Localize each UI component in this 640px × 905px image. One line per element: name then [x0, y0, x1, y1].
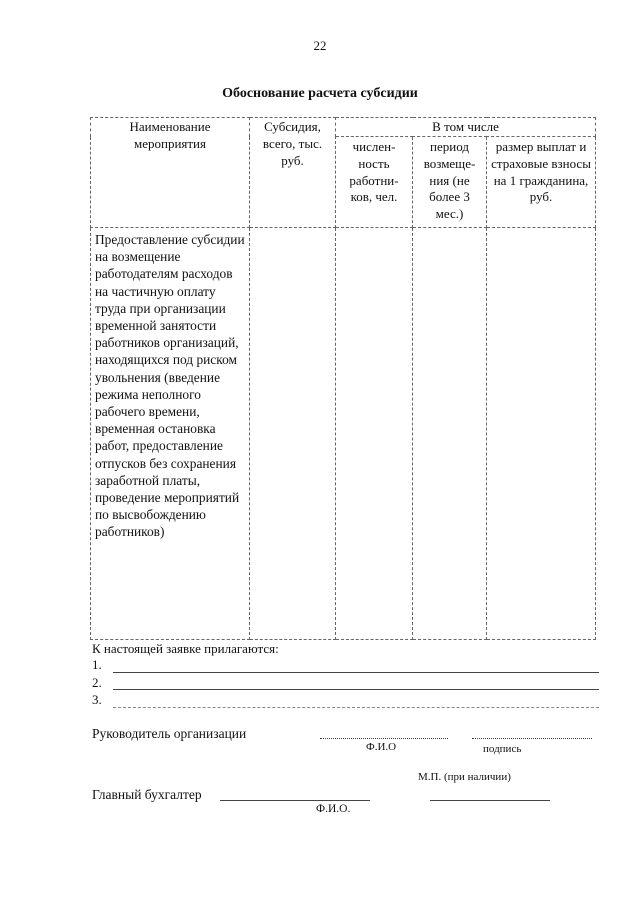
attachment-line-1[interactable]: [113, 672, 599, 673]
table-header-row: [91, 118, 596, 137]
attachments-intro: К настоящей заявке прилагаются:: [92, 641, 279, 656]
row-description: Предоставление субсидии на возмещение работодателям расходов на частичную оплату труда при организации временной занятости работников организаций, находящихся под риском увольнения (введение режима неполного рабочего времени, временная остановка работ, предоставление отпусков без сохранения заработной платы, проведение мероприятий по высвобождению работников): [91, 228, 250, 640]
header-name: Наименование мероприятия: [91, 118, 250, 228]
signature-caption: подпись: [483, 743, 522, 755]
header-payment: размер выплат и страховые взносы на 1 гражданина, руб.: [487, 137, 596, 228]
accountant-signature-line[interactable]: [430, 800, 550, 801]
header-group: В том числе: [336, 118, 596, 137]
accountant-fio-caption: Ф.И.О.: [316, 803, 351, 815]
chief-accountant-label: Главный бухгалтер: [92, 787, 202, 802]
accountant-fio-line[interactable]: [220, 800, 370, 801]
header-subsidy: Субсидия, всего, тыс. руб.: [250, 118, 336, 228]
document-title: Обоснование расчета субсидии: [222, 86, 418, 101]
cell-count[interactable]: [336, 228, 413, 640]
cell-period[interactable]: [413, 228, 487, 640]
attachment-number-1: 1.: [92, 657, 102, 672]
cell-payment[interactable]: [487, 228, 596, 640]
attachment-number-2: 2.: [92, 675, 102, 690]
head-of-organization-label: Руководитель организации: [92, 726, 247, 741]
fio-caption: Ф.И.О: [366, 741, 397, 753]
header-count: числен-ность работни-ков, чел.: [336, 137, 413, 228]
attachment-number-3: 3.: [92, 692, 102, 707]
header-period: период возмеще-ния (не более 3 мес.): [413, 137, 487, 228]
head-fio-line[interactable]: [320, 738, 448, 739]
attachment-line-3[interactable]: [113, 707, 599, 708]
table-row: [91, 228, 596, 640]
stamp-caption: М.П. (при наличии): [418, 771, 511, 783]
head-signature-line[interactable]: [472, 738, 592, 739]
subsidy-table: [90, 117, 596, 640]
cell-subsidy[interactable]: [250, 228, 336, 640]
attachment-line-2[interactable]: [113, 689, 599, 690]
page-number: 22: [313, 38, 327, 53]
